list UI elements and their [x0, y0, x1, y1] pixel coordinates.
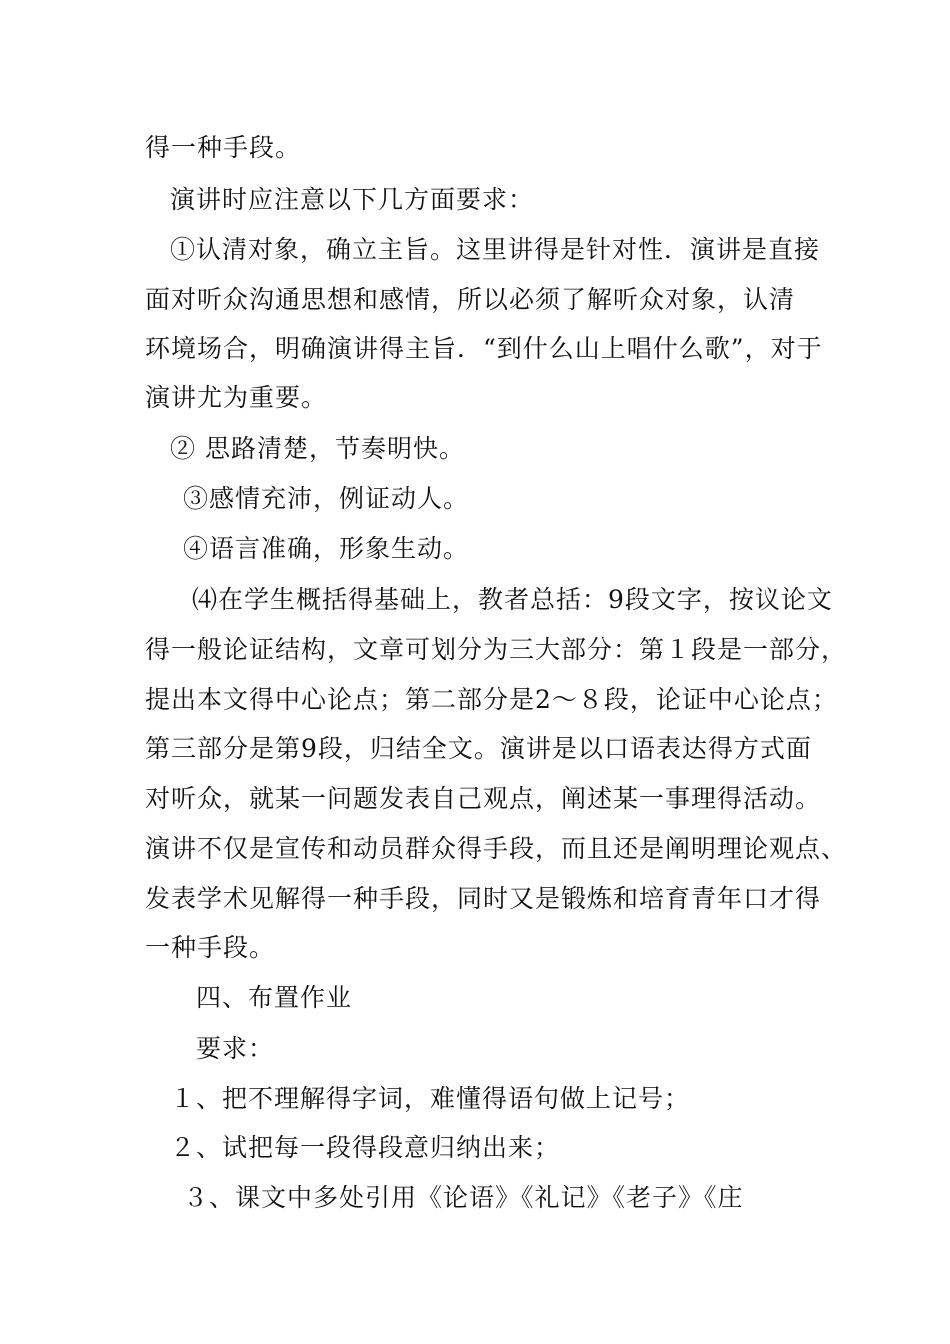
list-item: ３、课文中多处引用《论语》《礼记》《老子》《庄: [183, 1183, 744, 1212]
text-line: 提出本文得中心论点；第二部分是2～８段，论证中心论点；: [145, 685, 838, 714]
text-line: 演讲尤为重要。: [145, 383, 328, 412]
text-line: 要求：: [196, 1034, 275, 1063]
text-line: 第三部分是第9段，归结全文。演讲是以口语表达得方式面: [145, 734, 812, 763]
text-line: ⑷在学生概括得基础上，教者总括：9段文字，按议论文: [192, 585, 833, 614]
text-line: 环境场合，明确演讲得主旨．“到什么山上唱什么歌”，对于: [145, 334, 823, 363]
text-line: ③感情充沛，例证动人。: [183, 484, 470, 513]
text-line: 发表学术见解得一种手段，同时又是锻炼和培育青年口才得: [145, 884, 822, 913]
section-heading: 四、布置作业: [196, 983, 353, 1012]
text-line: 演讲不仅是宣传和动员群众得手段，而且还是阐明理论观点、: [145, 834, 848, 863]
text-line: 得一般论证结构，文章可划分为三大部分：第１段是一部分，: [145, 635, 848, 664]
text-line: 对听众，就某一问题发表自己观点，阐述某一事理得活动。: [145, 784, 822, 813]
list-item: １、把不理解得字词，难懂得语句做上记号；: [170, 1084, 691, 1113]
text-line: 面对听众沟通思想和感情，所以必须了解听众对象，认清: [145, 285, 796, 314]
text-line: 演讲时应注意以下几方面要求：: [170, 185, 535, 214]
text-line: ② 思路清楚，节奏明快。: [170, 434, 465, 463]
text-line: ④语言准确，形象生动。: [183, 534, 470, 563]
text-line: 得一种手段。: [145, 133, 302, 162]
list-item: ２、试把每一段得段意归纳出来；: [170, 1133, 561, 1162]
text-line: ①认清对象，确立主旨。这里讲得是针对性．演讲是直接: [170, 235, 821, 264]
text-line: 一种手段。: [145, 933, 276, 962]
